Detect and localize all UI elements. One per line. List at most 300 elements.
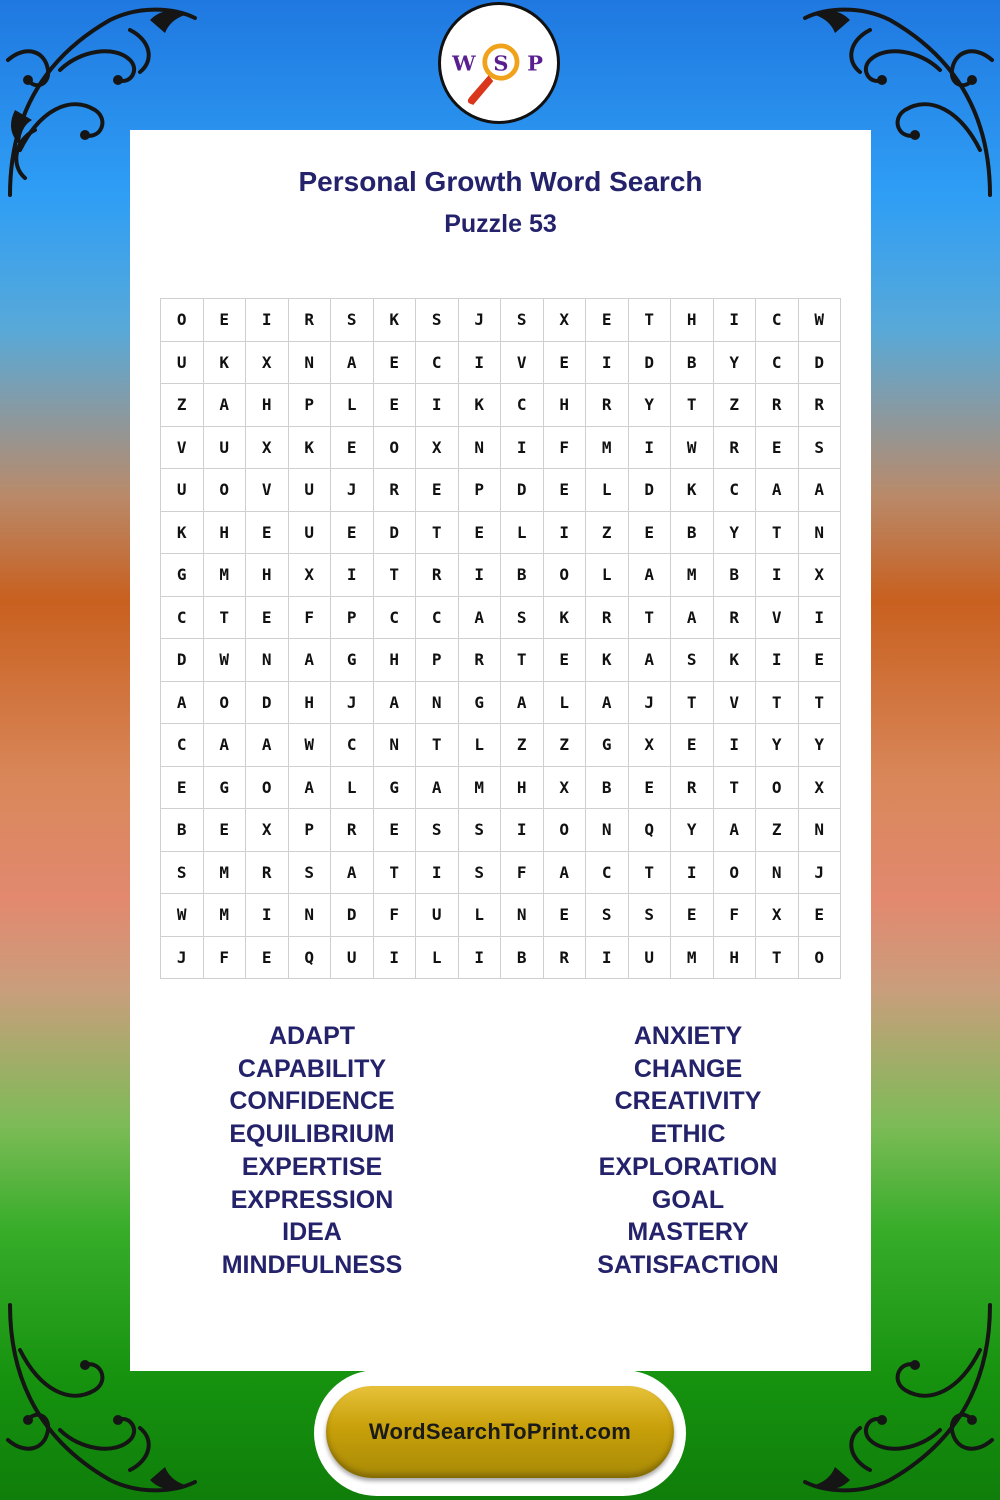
grid-cell[interactable]: E xyxy=(543,894,586,937)
grid-cell[interactable]: A xyxy=(288,639,331,682)
grid-cell[interactable]: E xyxy=(331,511,374,554)
grid-cell[interactable]: J xyxy=(331,681,374,724)
puzzle-title: Personal Growth Word Search xyxy=(298,166,703,197)
grid-cell[interactable]: G xyxy=(203,766,246,809)
grid-cell[interactable]: A xyxy=(713,809,756,852)
grid-cell[interactable]: E xyxy=(543,341,586,384)
grid-cell[interactable]: R xyxy=(713,596,756,639)
grid-cell[interactable]: I xyxy=(713,724,756,767)
grid-cell[interactable]: Y xyxy=(756,724,799,767)
grid-cell[interactable]: D xyxy=(628,469,671,512)
grid-cell[interactable]: J xyxy=(331,469,374,512)
word-list-item: SATISFACTION xyxy=(597,1250,779,1279)
grid-cell[interactable]: Z xyxy=(501,724,544,767)
grid-cell[interactable]: R xyxy=(288,299,331,342)
grid-cell[interactable]: H xyxy=(671,299,714,342)
grid-cell[interactable]: D xyxy=(501,469,544,512)
grid-cell[interactable]: D xyxy=(331,894,374,937)
grid-cell[interactable]: S xyxy=(458,851,501,894)
grid-cell[interactable]: X xyxy=(543,766,586,809)
grid-row xyxy=(161,554,841,597)
grid-cell[interactable]: I xyxy=(501,809,544,852)
grid-cell[interactable]: T xyxy=(798,681,841,724)
grid-cell[interactable]: O xyxy=(798,936,841,979)
grid-cell[interactable]: E xyxy=(373,341,416,384)
grid-cell[interactable]: L xyxy=(543,681,586,724)
grid-cell[interactable]: B xyxy=(671,511,714,554)
grid-cell[interactable]: X xyxy=(798,766,841,809)
grid-row xyxy=(161,596,841,639)
grid-cell[interactable]: I xyxy=(756,554,799,597)
grid-cell[interactable]: E xyxy=(798,639,841,682)
grid-cell[interactable]: M xyxy=(586,426,629,469)
grid-cell[interactable]: Y xyxy=(628,384,671,427)
grid-cell[interactable]: G xyxy=(373,766,416,809)
grid-cell[interactable]: T xyxy=(628,851,671,894)
word-list-item: ANXIETY xyxy=(633,1022,743,1050)
grid-cell[interactable]: Z xyxy=(586,511,629,554)
grid-cell[interactable]: U xyxy=(628,936,671,979)
grid-cell[interactable]: H xyxy=(246,384,289,427)
grid-cell[interactable]: C xyxy=(713,469,756,512)
grid-row xyxy=(161,511,841,554)
grid-cell[interactable]: F xyxy=(203,936,246,979)
grid-cell[interactable]: O xyxy=(756,766,799,809)
grid-cell[interactable]: E xyxy=(203,809,246,852)
grid-cell[interactable]: S xyxy=(798,426,841,469)
grid-cell[interactable]: G xyxy=(458,681,501,724)
grid-cell[interactable]: W xyxy=(288,724,331,767)
grid-cell[interactable]: Q xyxy=(288,936,331,979)
grid-cell[interactable]: J xyxy=(458,299,501,342)
grid-cell[interactable]: H xyxy=(543,384,586,427)
grid-cell[interactable]: S xyxy=(331,299,374,342)
grid-cell[interactable]: E xyxy=(458,511,501,554)
grid-cell[interactable]: U xyxy=(288,511,331,554)
grid-cell[interactable]: A xyxy=(798,469,841,512)
grid-cell[interactable]: W xyxy=(161,894,204,937)
grid-cell[interactable]: W xyxy=(671,426,714,469)
grid-cell[interactable]: S xyxy=(458,809,501,852)
grid-cell[interactable]: I xyxy=(246,894,289,937)
grid-cell[interactable]: K xyxy=(671,469,714,512)
grid-cell[interactable]: E xyxy=(203,299,246,342)
grid-cell[interactable]: F xyxy=(288,596,331,639)
grid-cell[interactable]: A xyxy=(586,681,629,724)
grid-cell[interactable]: I xyxy=(713,299,756,342)
grid-cell[interactable]: I xyxy=(246,299,289,342)
grid-cell[interactable]: T xyxy=(756,936,799,979)
grid-cell[interactable]: O xyxy=(543,554,586,597)
word-list-item: ETHIC xyxy=(650,1120,726,1149)
grid-cell[interactable]: H xyxy=(713,936,756,979)
grid-cell[interactable]: R xyxy=(373,469,416,512)
grid-cell[interactable]: O xyxy=(203,681,246,724)
grid-cell[interactable]: S xyxy=(501,596,544,639)
grid-cell[interactable]: C xyxy=(161,724,204,767)
word-list-item: EQUILIBRIUM xyxy=(229,1120,395,1149)
grid-cell[interactable]: R xyxy=(458,639,501,682)
grid-cell[interactable]: S xyxy=(501,299,544,342)
puzzle-sheet xyxy=(130,130,871,1371)
grid-cell[interactable]: A xyxy=(288,766,331,809)
grid-cell[interactable]: X xyxy=(246,426,289,469)
grid-cell[interactable]: F xyxy=(373,894,416,937)
grid-cell[interactable]: G xyxy=(586,724,629,767)
grid-cell[interactable]: Q xyxy=(628,809,671,852)
grid-cell[interactable]: X xyxy=(246,341,289,384)
grid-cell[interactable]: I xyxy=(458,341,501,384)
grid-cell[interactable]: M xyxy=(203,554,246,597)
grid-cell[interactable]: A xyxy=(203,724,246,767)
grid-row xyxy=(161,639,841,682)
grid-cell[interactable]: Z xyxy=(756,809,799,852)
grid-cell[interactable]: P xyxy=(331,596,374,639)
word-list-item: EXPLORATION xyxy=(598,1152,778,1181)
grid-cell[interactable]: P xyxy=(288,384,331,427)
grid-cell[interactable]: A xyxy=(161,681,204,724)
grid-cell[interactable]: N xyxy=(756,851,799,894)
grid-cell[interactable]: X xyxy=(246,809,289,852)
grid-cell[interactable]: L xyxy=(458,894,501,937)
grid-cell[interactable]: E xyxy=(798,894,841,937)
grid-cell[interactable]: V xyxy=(161,426,204,469)
logo-letter-p: P xyxy=(527,50,543,76)
grid-cell[interactable]: Z xyxy=(713,384,756,427)
grid-cell[interactable]: E xyxy=(628,511,671,554)
grid-row xyxy=(161,384,841,427)
grid-cell[interactable]: L xyxy=(586,469,629,512)
grid-cell[interactable]: H xyxy=(246,554,289,597)
grid-row xyxy=(161,809,841,852)
grid-cell[interactable]: N xyxy=(458,426,501,469)
grid-cell[interactable]: X xyxy=(798,554,841,597)
grid-cell[interactable]: I xyxy=(756,639,799,682)
word-list-item: GOAL xyxy=(651,1185,725,1214)
grid-row xyxy=(161,299,841,342)
grid-cell[interactable]: L xyxy=(331,766,374,809)
word-list-item: CHANGE xyxy=(633,1054,743,1083)
grid-cell[interactable]: I xyxy=(628,426,671,469)
grid-cell[interactable]: A xyxy=(628,554,671,597)
grid-cell[interactable]: H xyxy=(288,681,331,724)
grid-cell[interactable]: A xyxy=(416,766,459,809)
grid-cell[interactable]: V xyxy=(756,596,799,639)
word-list-item: CREATIVITY xyxy=(614,1087,762,1116)
grid-cell[interactable]: F xyxy=(713,894,756,937)
grid-cell[interactable]: M xyxy=(458,766,501,809)
word-list-right xyxy=(538,1020,838,1282)
word-list-item: EXPERTISE xyxy=(241,1152,383,1181)
grid-row xyxy=(161,341,841,384)
grid-cell[interactable]: X xyxy=(416,426,459,469)
grid-row xyxy=(161,936,841,979)
grid-row xyxy=(161,426,841,469)
grid-cell[interactable]: C xyxy=(756,341,799,384)
grid-cell[interactable]: N xyxy=(501,894,544,937)
grid-cell[interactable]: C xyxy=(416,341,459,384)
grid-cell[interactable]: C xyxy=(756,299,799,342)
grid-cell[interactable]: L xyxy=(501,511,544,554)
grid-cell[interactable]: R xyxy=(416,554,459,597)
grid-cell[interactable]: K xyxy=(586,639,629,682)
grid-cell[interactable]: L xyxy=(416,936,459,979)
grid-cell[interactable]: E xyxy=(331,426,374,469)
grid-row xyxy=(161,469,841,512)
grid-cell[interactable]: P xyxy=(458,469,501,512)
grid-cell[interactable]: I xyxy=(416,851,459,894)
grid-cell[interactable]: B xyxy=(161,809,204,852)
grid-cell[interactable]: T xyxy=(671,384,714,427)
grid-cell[interactable]: Y xyxy=(798,724,841,767)
grid-cell[interactable]: O xyxy=(373,426,416,469)
grid-cell[interactable]: K xyxy=(543,596,586,639)
grid-cell[interactable]: O xyxy=(203,469,246,512)
grid-cell[interactable]: A xyxy=(331,851,374,894)
grid-cell[interactable]: A xyxy=(628,639,671,682)
grid-cell[interactable]: K xyxy=(203,341,246,384)
grid-cell[interactable]: N xyxy=(798,809,841,852)
grid-cell[interactable]: H xyxy=(203,511,246,554)
grid-cell[interactable]: T xyxy=(416,724,459,767)
word-list-item: MINDFULNESS xyxy=(221,1250,403,1279)
grid-cell[interactable]: A xyxy=(458,596,501,639)
grid-cell[interactable]: R xyxy=(671,766,714,809)
grid-cell[interactable]: C xyxy=(416,596,459,639)
grid-cell[interactable]: O xyxy=(246,766,289,809)
word-list-left xyxy=(162,1020,462,1282)
grid-cell[interactable]: M xyxy=(203,851,246,894)
word-list-item: CONFIDENCE xyxy=(229,1087,395,1116)
grid-cell[interactable]: A xyxy=(373,681,416,724)
grid-cell[interactable]: X xyxy=(628,724,671,767)
grid-cell[interactable]: S xyxy=(628,894,671,937)
grid-cell[interactable]: G xyxy=(161,554,204,597)
grid-cell[interactable]: D xyxy=(798,341,841,384)
grid-cell[interactable]: G xyxy=(331,639,374,682)
grid-cell[interactable]: X xyxy=(288,554,331,597)
grid-cell[interactable]: A xyxy=(246,724,289,767)
grid-cell[interactable]: R xyxy=(756,384,799,427)
grid-cell[interactable]: B xyxy=(713,554,756,597)
grid-cell[interactable]: I xyxy=(671,851,714,894)
logo-letter-s: S xyxy=(493,50,509,76)
grid-cell[interactable]: D xyxy=(161,639,204,682)
grid-cell[interactable]: I xyxy=(458,554,501,597)
grid-cell[interactable]: M xyxy=(203,894,246,937)
grid-cell[interactable]: C xyxy=(161,596,204,639)
grid-cell[interactable]: E xyxy=(671,724,714,767)
grid-cell[interactable]: E xyxy=(628,766,671,809)
grid-cell[interactable]: R xyxy=(586,384,629,427)
grid-cell[interactable]: U xyxy=(331,936,374,979)
grid-cell[interactable]: C xyxy=(373,596,416,639)
grid-cell[interactable]: Y xyxy=(713,511,756,554)
grid-cell[interactable]: Y xyxy=(671,809,714,852)
grid-cell[interactable]: R xyxy=(543,936,586,979)
grid-cell[interactable]: I xyxy=(586,341,629,384)
grid-cell[interactable]: R xyxy=(713,426,756,469)
grid-cell[interactable]: O xyxy=(713,851,756,894)
grid-cell[interactable]: T xyxy=(501,639,544,682)
grid-cell[interactable]: E xyxy=(543,469,586,512)
grid-cell[interactable]: J xyxy=(628,681,671,724)
grid-cell[interactable]: T xyxy=(203,596,246,639)
grid-cell[interactable]: B xyxy=(501,936,544,979)
grid-row xyxy=(161,681,841,724)
grid-cell[interactable]: S xyxy=(416,809,459,852)
grid-cell[interactable]: A xyxy=(203,384,246,427)
grid-cell[interactable]: I xyxy=(798,596,841,639)
logo-letter-w: W xyxy=(452,50,476,76)
grid-cell[interactable]: T xyxy=(628,596,671,639)
grid-cell[interactable]: X xyxy=(756,894,799,937)
grid-cell[interactable]: E xyxy=(586,299,629,342)
word-list-item: EXPRESSION xyxy=(230,1185,394,1214)
word-list-item: IDEA xyxy=(282,1218,342,1247)
grid-cell[interactable]: T xyxy=(373,554,416,597)
grid-row xyxy=(161,724,841,767)
grid-cell[interactable]: I xyxy=(586,936,629,979)
letter-grid xyxy=(160,298,841,979)
grid-cell[interactable]: D xyxy=(628,341,671,384)
grid-cell[interactable]: I xyxy=(501,426,544,469)
grid-cell[interactable]: K xyxy=(713,639,756,682)
grid-cell[interactable]: E xyxy=(161,766,204,809)
grid-cell[interactable]: E xyxy=(756,426,799,469)
grid-cell[interactable]: F xyxy=(501,851,544,894)
grid-cell[interactable]: P xyxy=(416,639,459,682)
grid-cell[interactable]: L xyxy=(331,384,374,427)
grid-cell[interactable]: V xyxy=(713,681,756,724)
grid-cell[interactable]: E xyxy=(246,936,289,979)
grid-cell[interactable]: T xyxy=(756,511,799,554)
grid-cell[interactable]: K xyxy=(161,511,204,554)
grid-cell[interactable]: N xyxy=(586,809,629,852)
grid-cell[interactable]: V xyxy=(501,341,544,384)
grid-cell[interactable]: C xyxy=(586,851,629,894)
grid-cell[interactable]: I xyxy=(416,384,459,427)
website-link-button[interactable]: WordSearchToPrint.com xyxy=(326,1386,674,1478)
grid-cell[interactable]: A xyxy=(671,596,714,639)
grid-cell[interactable]: F xyxy=(543,426,586,469)
grid-cell[interactable]: X xyxy=(543,299,586,342)
word-list-item: MASTERY xyxy=(627,1218,749,1247)
grid-cell[interactable]: K xyxy=(373,299,416,342)
grid-cell[interactable]: A xyxy=(501,681,544,724)
grid-cell[interactable]: U xyxy=(416,894,459,937)
grid-cell[interactable]: T xyxy=(373,851,416,894)
grid-cell[interactable]: E xyxy=(543,639,586,682)
grid-cell[interactable]: Z xyxy=(543,724,586,767)
grid-cell[interactable]: S xyxy=(586,894,629,937)
grid-cell[interactable]: E xyxy=(671,894,714,937)
grid-cell[interactable]: V xyxy=(246,469,289,512)
grid-cell[interactable]: T xyxy=(628,299,671,342)
grid-cell[interactable]: Z xyxy=(161,384,204,427)
grid-cell[interactable]: T xyxy=(416,511,459,554)
site-logo[interactable] xyxy=(438,2,560,124)
word-list-item: CAPABILITY xyxy=(237,1054,387,1083)
grid-cell[interactable]: E xyxy=(246,511,289,554)
grid-cell[interactable]: W xyxy=(798,299,841,342)
grid-cell[interactable]: B xyxy=(501,554,544,597)
grid-cell[interactable]: H xyxy=(501,766,544,809)
grid-cell[interactable]: D xyxy=(373,511,416,554)
grid-cell[interactable]: N xyxy=(416,681,459,724)
grid-cell[interactable]: Y xyxy=(713,341,756,384)
grid-cell[interactable]: R xyxy=(331,809,374,852)
grid-cell[interactable]: S xyxy=(288,851,331,894)
grid-cell[interactable]: E xyxy=(373,809,416,852)
grid-cell[interactable]: C xyxy=(331,724,374,767)
grid-cell[interactable]: K xyxy=(458,384,501,427)
puzzle-number: Puzzle 53 xyxy=(444,210,557,238)
magnifier-handle-icon xyxy=(468,75,493,104)
grid-row xyxy=(161,851,841,894)
grid-cell[interactable]: R xyxy=(246,851,289,894)
grid-cell[interactable]: H xyxy=(373,639,416,682)
grid-cell[interactable]: U xyxy=(161,469,204,512)
grid-cell[interactable]: W xyxy=(203,639,246,682)
grid-cell[interactable]: O xyxy=(161,299,204,342)
grid-cell[interactable]: E xyxy=(246,596,289,639)
grid-cell[interactable]: I xyxy=(543,511,586,554)
grid-row xyxy=(161,894,841,937)
grid-cell[interactable]: M xyxy=(671,936,714,979)
grid-cell[interactable]: J xyxy=(798,851,841,894)
grid-cell[interactable]: R xyxy=(798,384,841,427)
grid-cell[interactable]: T xyxy=(671,681,714,724)
word-list-item: ADAPT xyxy=(268,1022,356,1050)
grid-cell[interactable]: N xyxy=(373,724,416,767)
grid-cell[interactable]: K xyxy=(288,426,331,469)
grid-cell[interactable]: U xyxy=(161,341,204,384)
grid-cell[interactable]: B xyxy=(671,341,714,384)
grid-cell[interactable]: I xyxy=(458,936,501,979)
grid-cell[interactable]: P xyxy=(288,809,331,852)
grid-cell[interactable]: N xyxy=(288,341,331,384)
grid-cell[interactable]: M xyxy=(671,554,714,597)
grid-cell[interactable]: A xyxy=(331,341,374,384)
grid-cell[interactable]: N xyxy=(288,894,331,937)
grid-cell[interactable]: I xyxy=(373,936,416,979)
grid-cell[interactable]: L xyxy=(586,554,629,597)
grid-cell[interactable]: N xyxy=(246,639,289,682)
grid-cell[interactable]: N xyxy=(798,511,841,554)
grid-cell[interactable]: R xyxy=(586,596,629,639)
grid-cell[interactable]: A xyxy=(543,851,586,894)
grid-cell[interactable]: T xyxy=(756,681,799,724)
grid-cell[interactable]: T xyxy=(713,766,756,809)
grid-row xyxy=(161,766,841,809)
grid-cell[interactable]: E xyxy=(416,469,459,512)
grid-cell[interactable]: C xyxy=(501,384,544,427)
grid-cell[interactable]: B xyxy=(586,766,629,809)
grid-cell[interactable]: J xyxy=(161,936,204,979)
grid-cell[interactable]: A xyxy=(756,469,799,512)
grid-cell[interactable]: D xyxy=(246,681,289,724)
grid-cell[interactable]: S xyxy=(161,851,204,894)
grid-cell[interactable]: L xyxy=(458,724,501,767)
grid-cell[interactable]: U xyxy=(288,469,331,512)
grid-cell[interactable]: U xyxy=(203,426,246,469)
grid-cell[interactable]: I xyxy=(331,554,374,597)
grid-cell[interactable]: E xyxy=(373,384,416,427)
grid-cell[interactable]: S xyxy=(416,299,459,342)
grid-cell[interactable]: O xyxy=(543,809,586,852)
grid-cell[interactable]: S xyxy=(671,639,714,682)
